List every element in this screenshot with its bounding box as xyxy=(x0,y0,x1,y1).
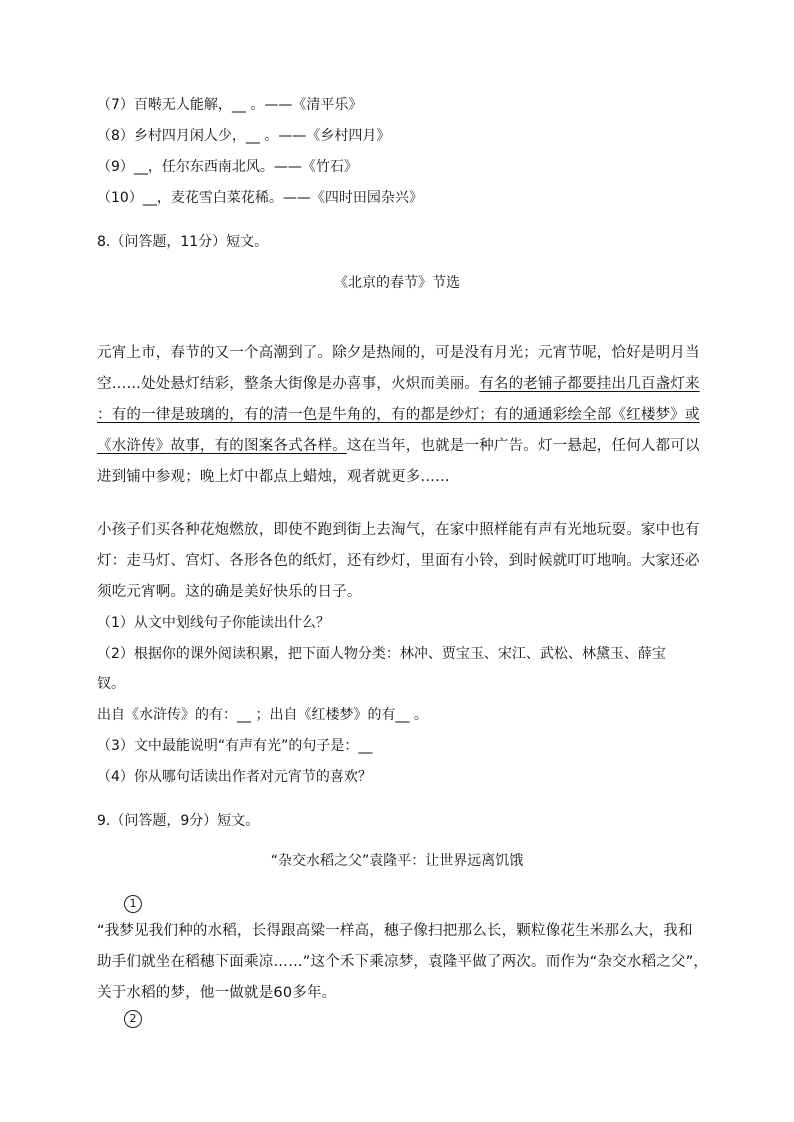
passage-title: 《北京的春节》节选 xyxy=(334,275,460,291)
sub-question-4: （4）你从哪句话读出作者对元宵节的喜欢？ xyxy=(97,769,372,785)
sub-question-1: （1）从文中划线句子你能读出什么？ xyxy=(97,615,330,631)
passage-line: 助手们就坐在稻穗下面乘凉……”这个禾下乘凉梦，袁隆平做了两次。而作为“杂交水稻之父”， xyxy=(97,954,709,970)
fill-blank-item-7: （7）百啭无人能解，__ 。——《清平乐》 xyxy=(97,97,363,113)
passage-line xyxy=(97,405,700,425)
passage-line: 小孩子们买各种花炮燃放，即使不跑到街上去淘气，在家中照样能有声有光地玩耍。家中也有 xyxy=(97,522,700,538)
passage-line: “我梦见我们种的水稻，长得跟高粱一样高，穗子像扫把那么长，颗粒像花生米那么大，我和 xyxy=(97,923,693,939)
underlined-sentence: 有名的老铺子都要挂出几百盏灯来 xyxy=(479,376,700,392)
passage-line xyxy=(97,374,700,394)
sub-question-2-blanks: 出自《水浒传》的有：__ ；出自《红楼梦》的有__ 。 xyxy=(97,707,428,723)
plain-text: 空……处处悬灯结彩，整条大街像是办喜事，火炽而美丽。 xyxy=(97,376,480,392)
sub-question-2-cont: 钗。 xyxy=(97,676,125,692)
paragraph-marker-2: 2 xyxy=(124,1010,142,1028)
fill-blank-item-10: （10）__，麦花雪白菜花稀。——《四时田园杂兴》 xyxy=(97,190,423,206)
sub-question-2: （2）根据你的课外阅读积累，把下面人物分类：林冲、贾宝玉、宋江、武松、林黛玉、薛宝 xyxy=(97,646,666,662)
passage-line xyxy=(97,436,700,456)
passage-line: 关于水稻的梦，他一做就是60多年。 xyxy=(97,985,337,1001)
fill-blank-item-8: （8）乡村四月闲人少，__ 。——《乡村四月》 xyxy=(97,128,391,144)
underlined-sentence: ：有的一律是玻璃的，有的清一色是牛角的，有的都是纱灯；有的通通彩绘全部《红楼梦》或 xyxy=(97,407,700,423)
sub-question-3: （3）文中最能说明“有声有光”的句子是：__ xyxy=(97,738,373,754)
underlined-sentence: 《水浒传》故事，有的图案各式各样。 xyxy=(97,438,347,454)
passage-line: 元宵上市，春节的又一个高潮到了。除夕是热闹的，可是没有月光；元宵节呢，恰好是明月当 xyxy=(97,345,700,361)
fill-blank-item-9: （9）__，任尔东西南北风。——《竹石》 xyxy=(97,159,358,175)
question-8-header: 8.（问答题，11分）短文。 xyxy=(97,234,269,250)
question-9-header: 9.（问答题，9分）短文。 xyxy=(97,813,260,829)
passage-title: “杂交水稻之父”袁隆平：让世界远离饥饿 xyxy=(270,853,524,869)
passage-line: 须吃元宵啊。这的确是美好快乐的日子。 xyxy=(97,584,362,600)
plain-text: 这在当年，也就是一种广告。灯一悬起，任何人都可以 xyxy=(346,438,700,454)
paragraph-marker-1: 1 xyxy=(124,895,142,913)
passage-line: 灯：走马灯、宫灯、各形各色的纸灯，还有纱灯，里面有小铃，到时候就叮叮地响。大家还必 xyxy=(97,553,700,569)
passage-line: 进到铺中参观；晚上灯中都点上蜡烛，观者就更多…… xyxy=(97,469,450,485)
